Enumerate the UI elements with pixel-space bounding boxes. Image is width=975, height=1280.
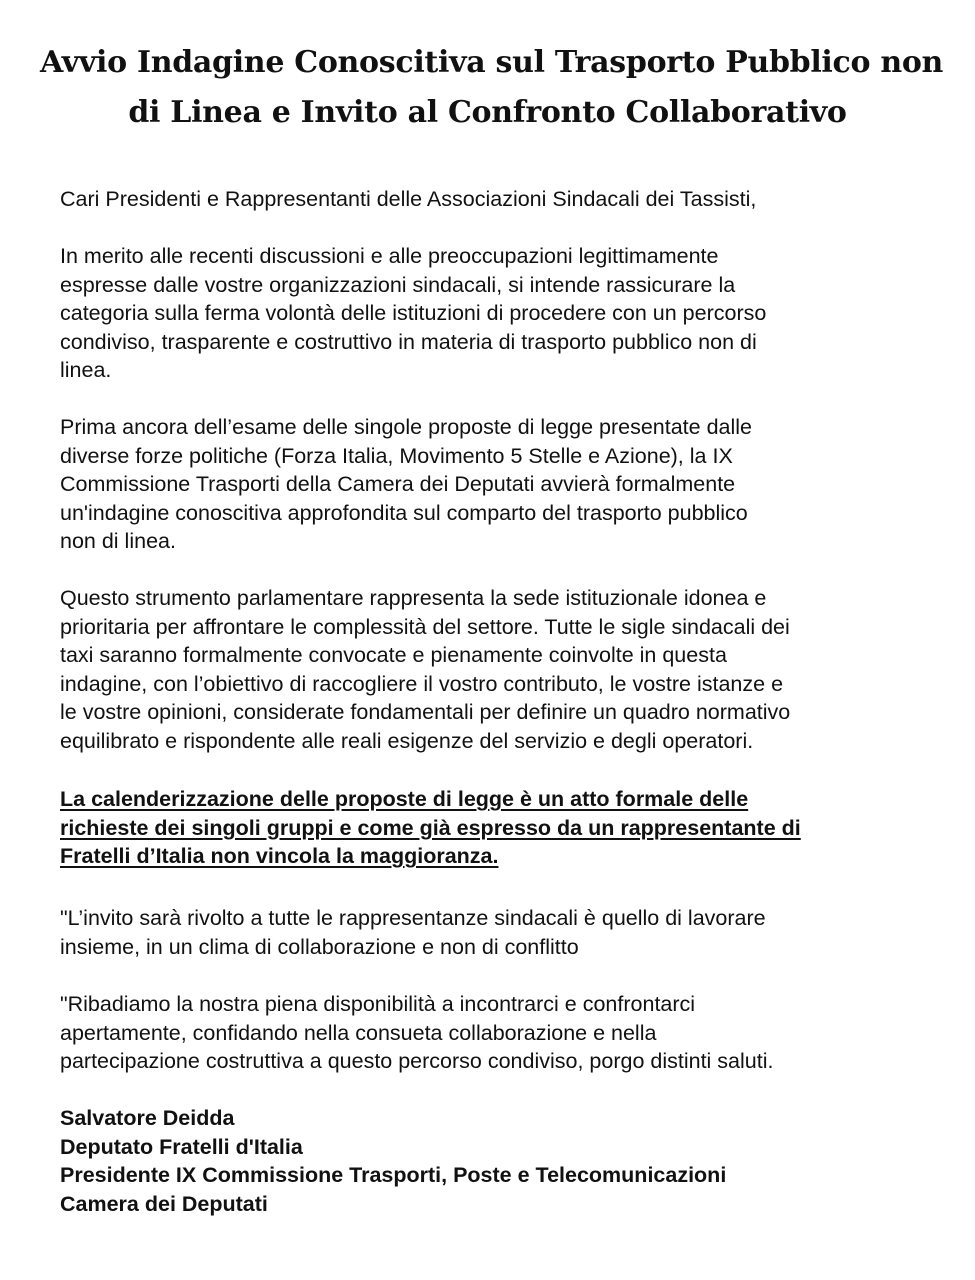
text-line: prioritaria per affrontare le complessità del settore. Tutte le sigle sindacali dei — [60, 614, 790, 639]
text-line: non di linea. — [60, 529, 176, 553]
text-line: linea. — [60, 358, 112, 382]
text-line: Prima ancora dell’esame delle singole proposte di legge presentate dalle — [60, 415, 753, 439]
text-line: La calenderizzazione delle proposte di legge è un atto formale delle — [60, 787, 749, 811]
paragraph-invitation — [60, 904, 930, 961]
text-line: Questo strumento parlamentare rappresenta la sede istituzionale idonea e — [60, 586, 767, 610]
text-line: le vostre opinioni, considerate fondamentali per definire un quadro normativo — [60, 700, 791, 724]
signature-institution: Camera dei Deputati — [60, 1191, 268, 1216]
text-line: equilibrato e rispondente alle reali esigenze del servizio e degli operatori. — [60, 728, 754, 753]
greeting — [60, 185, 930, 214]
text-line: "L’invito sarà rivolto a tutte le rappresentanze sindacali è quello di lavorare — [60, 906, 766, 930]
document-title — [40, 38, 944, 138]
text-line: Commissione Trasporti della Camera dei Deputati avvierà formalmente — [60, 472, 736, 496]
highlight-statement — [60, 785, 930, 871]
signature-office: Presidente IX Commissione Trasporti, Poste e Telecomunicazioni — [60, 1163, 727, 1187]
text-line: apertamente, confidando nella consueta collaborazione e nella — [60, 1020, 657, 1045]
paragraph-inquiry — [60, 413, 930, 556]
text-line: categoria sulla ferma volontà delle istituzioni di procedere con un percorso — [60, 301, 767, 325]
text-line: In merito alle recenti discussioni e alle preoccupazioni legittimamente — [60, 244, 719, 268]
text-line: "Ribadiamo la nostra piena disponibilità a incontrarci e confrontarci — [60, 992, 696, 1016]
signature-block — [60, 1104, 930, 1218]
text-line: un'indagine conoscitiva approfondita sul comparto del trasporto pubblico — [60, 500, 748, 525]
text-line: richieste dei singoli gruppi e come già espresso da un rappresentante di — [60, 815, 801, 840]
text-line: indagine, con l’obiettivo di raccogliere il vostro contributo, le vostre istanze e — [60, 671, 784, 696]
paragraph-instrument — [60, 584, 930, 755]
title-line: di Linea e Invito al Confronto Collaborativo — [128, 95, 847, 130]
text-line: diverse forze politiche (Forza Italia, Movimento 5 Stelle e Azione), la IX — [60, 443, 733, 468]
paragraph-intro — [60, 242, 930, 385]
signature-name: Salvatore Deidda — [60, 1106, 235, 1130]
text-line: partecipazione costruttiva a questo percorso condiviso, porgo distinti saluti. — [60, 1049, 774, 1073]
title-line: Avvio Indagine Conoscitiva sul Trasporto Pubblico non — [40, 45, 944, 80]
greeting-line: Cari Presidenti e Rappresentanti delle Associazioni Sindacali dei Tassisti, — [60, 187, 757, 211]
text-line: espresse dalle vostre organizzazioni sindacali, si intende rassicurare la — [60, 272, 736, 297]
paragraph-closing — [60, 990, 930, 1076]
text-line: Fratelli d’Italia non vincola la maggioranza. — [60, 844, 499, 868]
signature-role: Deputato Fratelli d'Italia — [60, 1134, 303, 1159]
text-line: taxi saranno formalmente convocate e pienamente coinvolte in questa — [60, 643, 727, 667]
text-line: condiviso, trasparente e costruttivo in materia di trasporto pubblico non di — [60, 329, 757, 354]
text-line: insieme, in un clima di collaborazione e non di conflitto — [60, 934, 579, 959]
